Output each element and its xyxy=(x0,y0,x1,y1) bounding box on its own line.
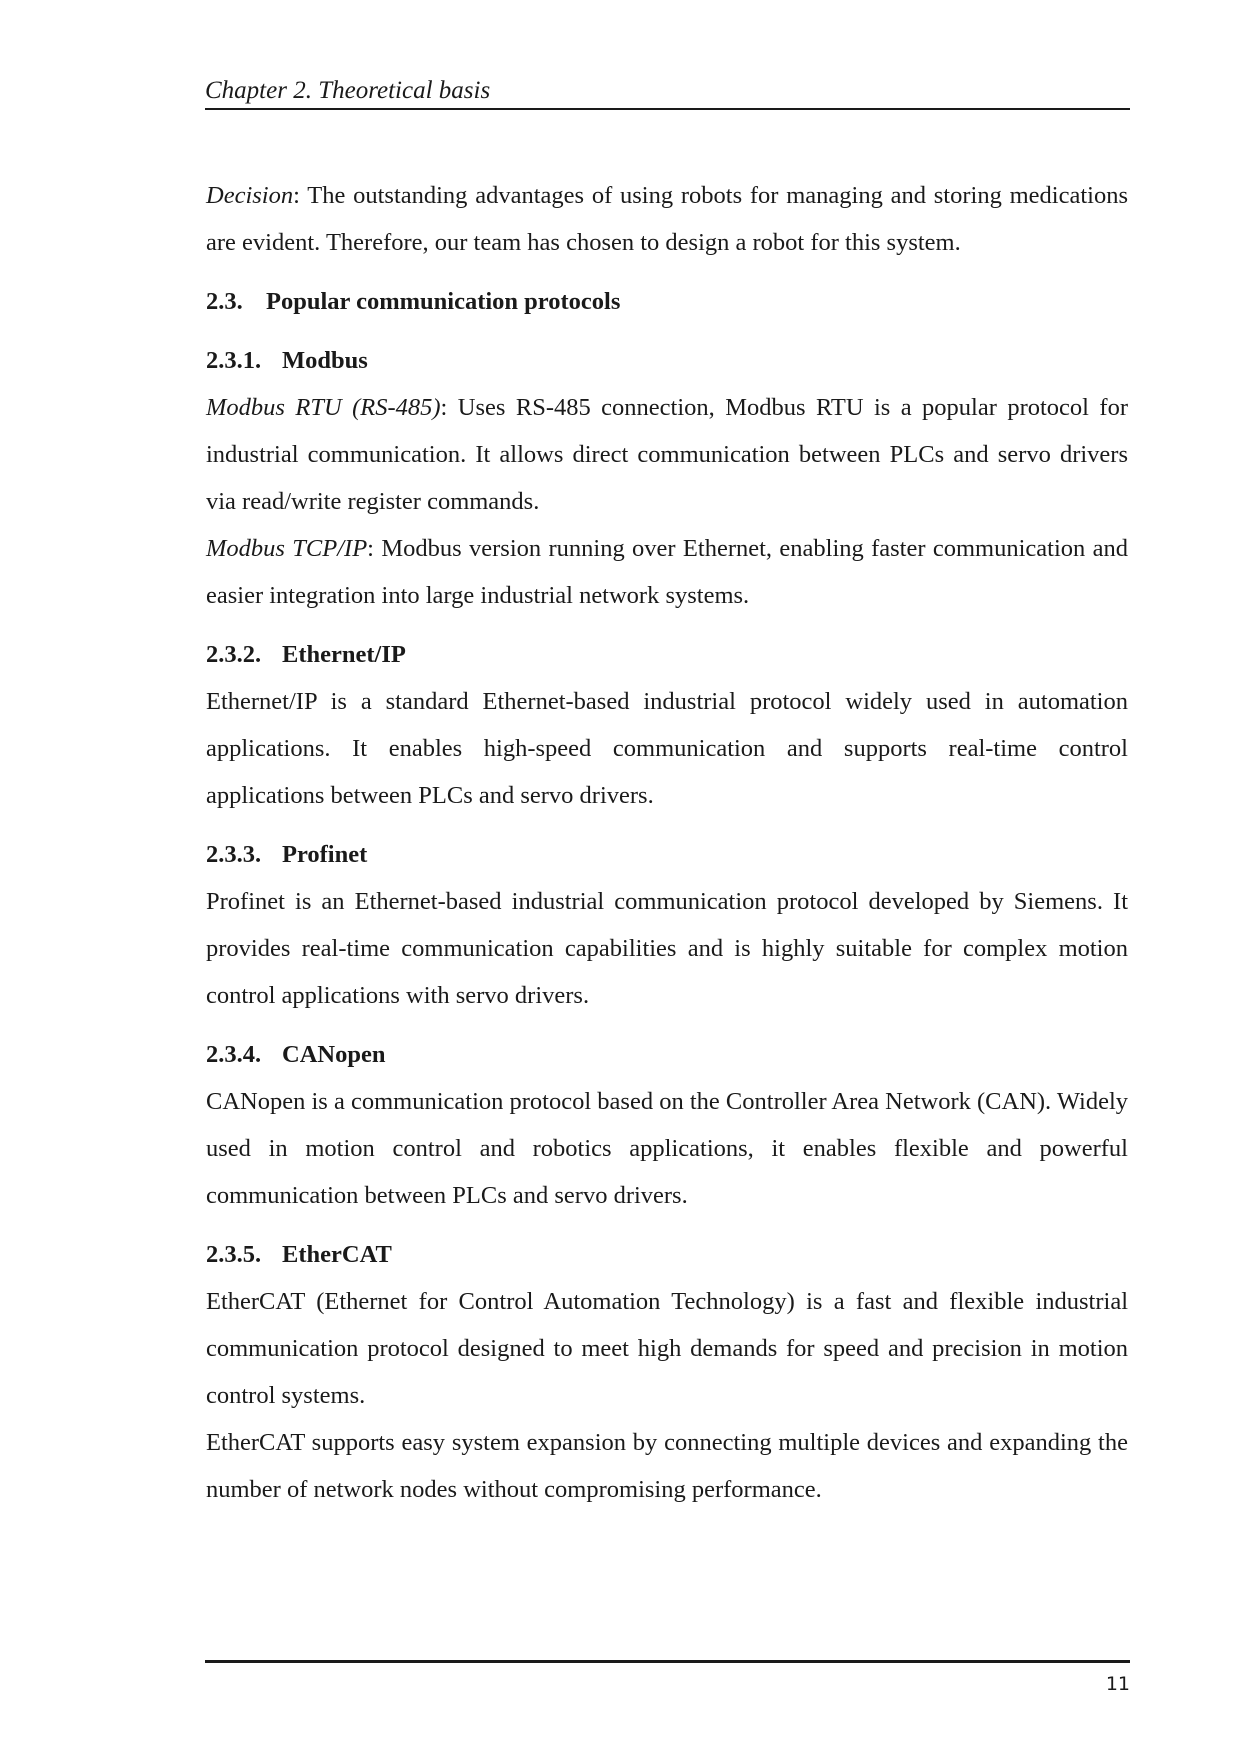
subsection-heading-ethercat xyxy=(206,1231,1128,1278)
page-number: 11 xyxy=(1105,1673,1130,1695)
subsection-title: Modbus xyxy=(282,347,368,374)
subsection-title: CANopen xyxy=(282,1041,386,1068)
modbus-rtu-text: : Uses RS-485 connection, Modbus RTU is a popular protocol for industrial communication. It allows direct communication between PLCs and servo drivers via read/write register commands. xyxy=(206,394,1128,515)
section-heading-protocols xyxy=(206,278,1128,325)
subsection-title: Ethernet/IP xyxy=(282,641,406,668)
section-number: 2.3. xyxy=(206,288,243,315)
modbus-tcp-text: : Modbus version running over Ethernet, enabling faster communication and easier integration into large industrial network systems. xyxy=(206,535,1128,609)
page-header xyxy=(205,72,1130,110)
decision-lead: Decision xyxy=(206,182,294,209)
subsection-number: 2.3.1. xyxy=(206,347,262,374)
subsection-number: 2.3.3. xyxy=(206,841,262,868)
ethercat-paragraph-1: EtherCAT (Ethernet for Control Automation Technology) is a fast and flexible industrial communication protocol designed to meet high demands for speed and precision in motion control systems. xyxy=(206,1288,1128,1409)
modbus-rtu-paragraph xyxy=(206,384,1128,525)
modbus-rtu-lead: Modbus RTU (RS-485) xyxy=(206,394,441,421)
modbus-tcp-paragraph xyxy=(206,525,1128,619)
subsection-number: 2.3.2. xyxy=(206,641,262,668)
ethercat-paragraph-2: EtherCAT supports easy system expansion by connecting multiple devices and expanding the number of network nodes without compromising performance. xyxy=(206,1429,1128,1503)
modbus-tcp-lead: Modbus TCP/IP xyxy=(206,535,368,562)
subsection-number: 2.3.4. xyxy=(206,1041,262,1068)
chapter-title: Chapter 2. Theoretical basis xyxy=(205,77,491,104)
section-title: Popular communication protocols xyxy=(266,288,621,315)
subsection-heading-canopen xyxy=(206,1031,1128,1078)
subsection-title: EtherCAT xyxy=(282,1241,392,1268)
profinet-paragraph: Profinet is an Ethernet-based industrial communication protocol developed by Siemens. It provides real-time communication capabilities and is highly suitable for complex motion control applications with servo drivers. xyxy=(206,888,1128,1009)
subsection-title: Profinet xyxy=(282,841,368,868)
subsection-number: 2.3.5. xyxy=(206,1241,262,1268)
subsection-heading-profinet xyxy=(206,831,1128,878)
decision-text: : The outstanding advantages of using robots for managing and storing medications are evident. Therefore, our team has chosen to design a robot for this system. xyxy=(206,182,1128,256)
decision-paragraph xyxy=(206,172,1128,266)
canopen-paragraph: CANopen is a communication protocol based on the Controller Area Network (CAN). Widely used in motion control and robotics applications, it enables flexible and powerful communication between PLCs and servo drivers. xyxy=(206,1088,1128,1209)
page-body xyxy=(206,172,1128,1513)
page-footer xyxy=(205,1660,1130,1695)
subsection-heading-ethernetip xyxy=(206,631,1128,678)
subsection-heading-modbus xyxy=(206,337,1128,384)
ethernetip-paragraph: Ethernet/IP is a standard Ethernet-based industrial protocol widely used in automation applications. It enables high-speed communication and supports real-time control applications between PLCs and servo drivers. xyxy=(206,688,1128,809)
